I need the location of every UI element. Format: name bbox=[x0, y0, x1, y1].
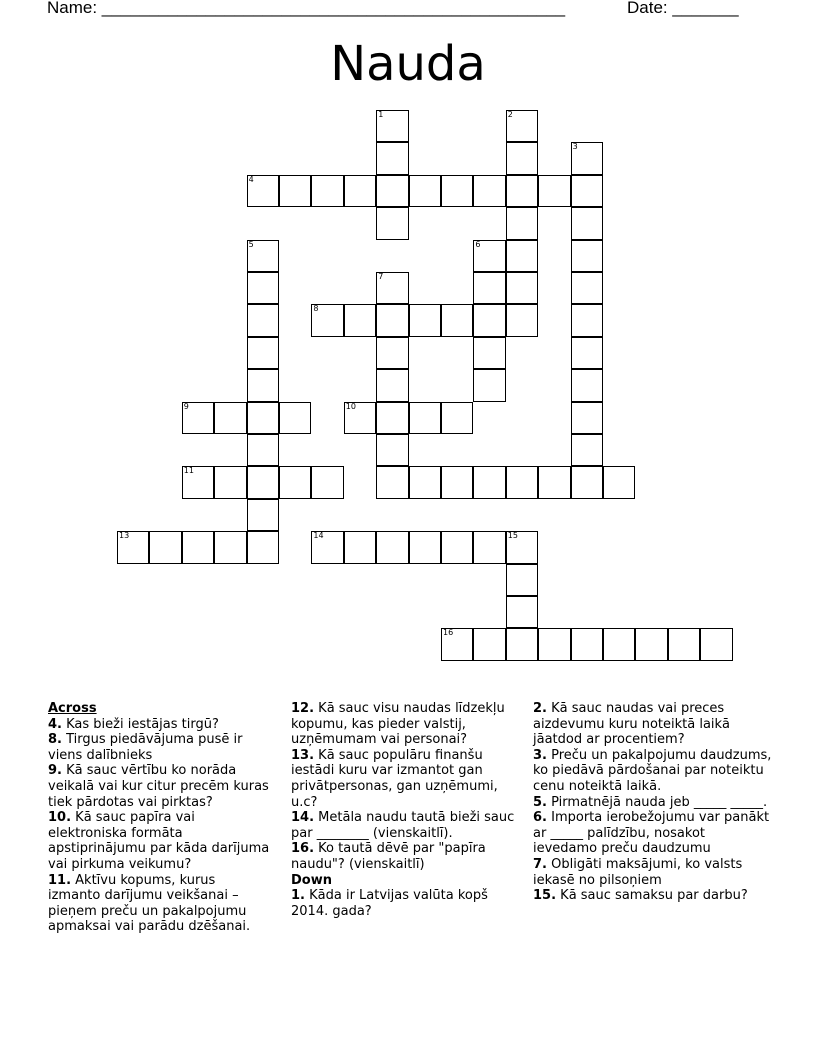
clue-number: 11 bbox=[183, 466, 194, 476]
grid-cell[interactable] bbox=[441, 304, 473, 336]
grid-cell[interactable] bbox=[473, 337, 505, 369]
grid-cell[interactable] bbox=[409, 175, 441, 207]
clue-down-15: 15. Kā sauc samaksu par darbu? bbox=[533, 888, 748, 904]
clue-number: 13 bbox=[119, 531, 130, 541]
clue-down-7: 7. Obligāti maksājumi, ko valsts iekasē no pilsoņiem bbox=[533, 856, 743, 888]
grid-cell[interactable] bbox=[538, 628, 570, 660]
grid-cell[interactable] bbox=[473, 369, 505, 401]
clue-across-14: 14. Metāla naudu tautā bieži sauc par ________ (vienskaitlī). bbox=[291, 810, 515, 841]
grid-cell[interactable] bbox=[635, 628, 667, 660]
grid-cell[interactable] bbox=[603, 628, 635, 660]
grid-cell[interactable] bbox=[473, 272, 505, 304]
clue-number: 6 bbox=[475, 239, 481, 249]
grid-cell[interactable] bbox=[409, 466, 441, 498]
grid-cell[interactable] bbox=[571, 304, 603, 336]
grid-cell[interactable] bbox=[506, 240, 538, 272]
grid-cell[interactable] bbox=[571, 272, 603, 304]
grid-cell[interactable] bbox=[376, 304, 408, 336]
grid-cell[interactable] bbox=[603, 466, 635, 498]
down-heading: Down bbox=[291, 872, 332, 888]
grid-cell[interactable] bbox=[571, 207, 603, 239]
clue-across-16: 16. Ko tautā dēvē par "papīra naudu"? (vienskaitlī) bbox=[291, 841, 486, 872]
grid-cell[interactable] bbox=[473, 628, 505, 660]
grid-cell[interactable] bbox=[571, 402, 603, 434]
grid-cell[interactable] bbox=[571, 337, 603, 369]
grid-cell[interactable] bbox=[311, 466, 343, 498]
grid-cell[interactable] bbox=[571, 466, 603, 498]
grid-cell[interactable] bbox=[247, 369, 279, 401]
grid-cell[interactable] bbox=[279, 402, 311, 434]
grid-cell[interactable] bbox=[441, 531, 473, 563]
clue-number: 5 bbox=[248, 239, 254, 249]
grid-cell[interactable] bbox=[571, 369, 603, 401]
clue-down-2: 2. Kā sauc naudas vai preces aizdevumu kuru noteiktā laikā jāatdod ar procentiem? bbox=[533, 701, 731, 748]
grid-cell[interactable] bbox=[149, 531, 181, 563]
clue-across-8: 8. Tirgus piedāvājuma pusē ir viens dalībnieks bbox=[48, 732, 243, 763]
grid-cell[interactable] bbox=[311, 531, 343, 563]
grid-cell[interactable] bbox=[247, 434, 279, 466]
grid-cell[interactable] bbox=[506, 596, 538, 628]
grid-cell[interactable] bbox=[344, 304, 376, 336]
grid-cell[interactable] bbox=[506, 207, 538, 239]
clue-across-10: 10. Kā sauc papīra vai elektroniska formāta apstiprinājumu par kāda darījuma vai pirkuma veikumu? bbox=[48, 810, 270, 872]
grid-cell[interactable] bbox=[506, 564, 538, 596]
grid-cell[interactable] bbox=[182, 466, 214, 498]
grid-cell[interactable] bbox=[506, 175, 538, 207]
grid-cell[interactable] bbox=[182, 402, 214, 434]
grid-cell[interactable] bbox=[473, 304, 505, 336]
grid-cell[interactable] bbox=[700, 628, 732, 660]
clue-number: 16 bbox=[443, 628, 454, 638]
clue-across-13: 13. Kā sauc populāru finanšu iestādi kuru var izmantot gan privātpersonas, gan uzņēmumi, u.c? bbox=[291, 747, 498, 810]
grid-cell[interactable] bbox=[279, 175, 311, 207]
grid-cell[interactable] bbox=[409, 402, 441, 434]
grid-cell[interactable] bbox=[571, 142, 603, 174]
grid-cell[interactable] bbox=[376, 272, 408, 304]
grid-cell[interactable] bbox=[376, 175, 408, 207]
grid-cell[interactable] bbox=[506, 628, 538, 660]
grid-cell[interactable] bbox=[247, 466, 279, 498]
grid-cell[interactable] bbox=[668, 628, 700, 660]
grid-cell[interactable] bbox=[441, 466, 473, 498]
clue-across-11: 11. Aktīvu kopums, kurus izmanto darījumu veikšanai – pieņem preču un pakalpojumu apmaksai vai parādu dzēšanai. bbox=[48, 872, 251, 935]
date-field-label: Date: _______ bbox=[627, 0, 739, 17]
clue-number: 3 bbox=[572, 142, 578, 152]
grid-cell[interactable] bbox=[311, 304, 343, 336]
clue-number: 4 bbox=[248, 174, 254, 184]
grid-cell[interactable] bbox=[473, 466, 505, 498]
clue-down-3: 3. Preču un pakalpojumu daudzums, ko piedāvā pārdošanai par noteiktu cenu noteiktā laikā. bbox=[533, 747, 772, 794]
grid-cell[interactable] bbox=[344, 175, 376, 207]
grid-cell[interactable] bbox=[214, 466, 246, 498]
clues-column-2 bbox=[291, 701, 519, 919]
grid-cell[interactable] bbox=[506, 272, 538, 304]
grid-cell[interactable] bbox=[376, 337, 408, 369]
grid-cell[interactable] bbox=[214, 402, 246, 434]
clue-number: 8 bbox=[313, 304, 319, 314]
clue-number: 1 bbox=[378, 110, 384, 119]
grid-cell[interactable] bbox=[409, 531, 441, 563]
page-title: Nauda bbox=[330, 36, 486, 92]
clue-down-1: 1. Kāda ir Latvijas valūta kopš 2014. gada? bbox=[291, 888, 488, 919]
grid-cell[interactable] bbox=[473, 175, 505, 207]
grid-cell[interactable] bbox=[376, 142, 408, 174]
grid-cell[interactable] bbox=[247, 499, 279, 531]
grid-cell[interactable] bbox=[409, 304, 441, 336]
grid-cell[interactable] bbox=[247, 304, 279, 336]
clue-number: 15 bbox=[507, 531, 518, 541]
clues-column-3 bbox=[533, 701, 773, 904]
grid-cell[interactable] bbox=[571, 240, 603, 272]
clue-number: 10 bbox=[345, 401, 356, 411]
grid-cell[interactable] bbox=[441, 628, 473, 660]
grid-cell[interactable] bbox=[506, 531, 538, 563]
grid-cell[interactable] bbox=[506, 142, 538, 174]
grid-cell[interactable] bbox=[311, 175, 343, 207]
grid-cell[interactable] bbox=[344, 531, 376, 563]
grid-cell[interactable] bbox=[117, 531, 149, 563]
grid-cell[interactable] bbox=[506, 304, 538, 336]
grid-cell[interactable] bbox=[247, 402, 279, 434]
clue-across-9: 9. Kā sauc vērtību ko norāda veikalā vai kur citur precēm kuras tiek pārdotas vai pirktas? bbox=[48, 763, 269, 810]
name-field-label: Name: _________________________________________________ bbox=[47, 0, 566, 17]
grid-cell[interactable] bbox=[376, 207, 408, 239]
grid-cell[interactable] bbox=[247, 272, 279, 304]
grid-cell[interactable] bbox=[247, 337, 279, 369]
clue-across-12: 12. Kā sauc visu naudas līdzekļu kopumu, kas pieder valstij, uzņēmumam vai personai? bbox=[291, 701, 505, 748]
grid-cell[interactable] bbox=[376, 466, 408, 498]
grid-cell[interactable] bbox=[182, 531, 214, 563]
clue-number: 7 bbox=[378, 272, 384, 281]
grid-cell[interactable] bbox=[376, 434, 408, 466]
clue-number: 9 bbox=[183, 401, 189, 411]
clue-down-5: 5. Pirmatnējā nauda jeb _____ _____. bbox=[533, 794, 768, 810]
grid-cell[interactable] bbox=[247, 175, 279, 207]
grid-cell[interactable] bbox=[441, 402, 473, 434]
grid-cell[interactable] bbox=[344, 402, 376, 434]
grid-cell[interactable] bbox=[376, 402, 408, 434]
clue-down-6: 6. Importa ierobežojumu var panākt ar _____ palīdzību, nosakot ievedamo preču daudzumu bbox=[533, 810, 770, 857]
grid-cell[interactable] bbox=[247, 531, 279, 563]
grid-cell[interactable] bbox=[571, 175, 603, 207]
grid-cell[interactable] bbox=[376, 369, 408, 401]
clue-number: 2 bbox=[507, 110, 513, 119]
grid-cell[interactable] bbox=[376, 110, 408, 142]
grid-cell[interactable] bbox=[538, 175, 570, 207]
grid-cell[interactable] bbox=[571, 628, 603, 660]
grid-cell[interactable] bbox=[279, 466, 311, 498]
clues-column-1 bbox=[48, 701, 270, 935]
grid-cell[interactable] bbox=[571, 434, 603, 466]
across-heading: Across bbox=[48, 701, 97, 716]
grid-cell[interactable] bbox=[214, 531, 246, 563]
grid-cell[interactable] bbox=[247, 240, 279, 272]
grid-cell[interactable] bbox=[506, 466, 538, 498]
grid-cell[interactable] bbox=[473, 531, 505, 563]
clue-number: 14 bbox=[313, 531, 324, 541]
clue-across-4: 4. Kas bieži iestājas tirgū? bbox=[48, 716, 219, 732]
grid-cell[interactable] bbox=[441, 175, 473, 207]
grid-cell[interactable] bbox=[473, 240, 505, 272]
grid-cell[interactable] bbox=[538, 466, 570, 498]
grid-cell[interactable] bbox=[506, 110, 538, 142]
grid-cell[interactable] bbox=[376, 531, 408, 563]
